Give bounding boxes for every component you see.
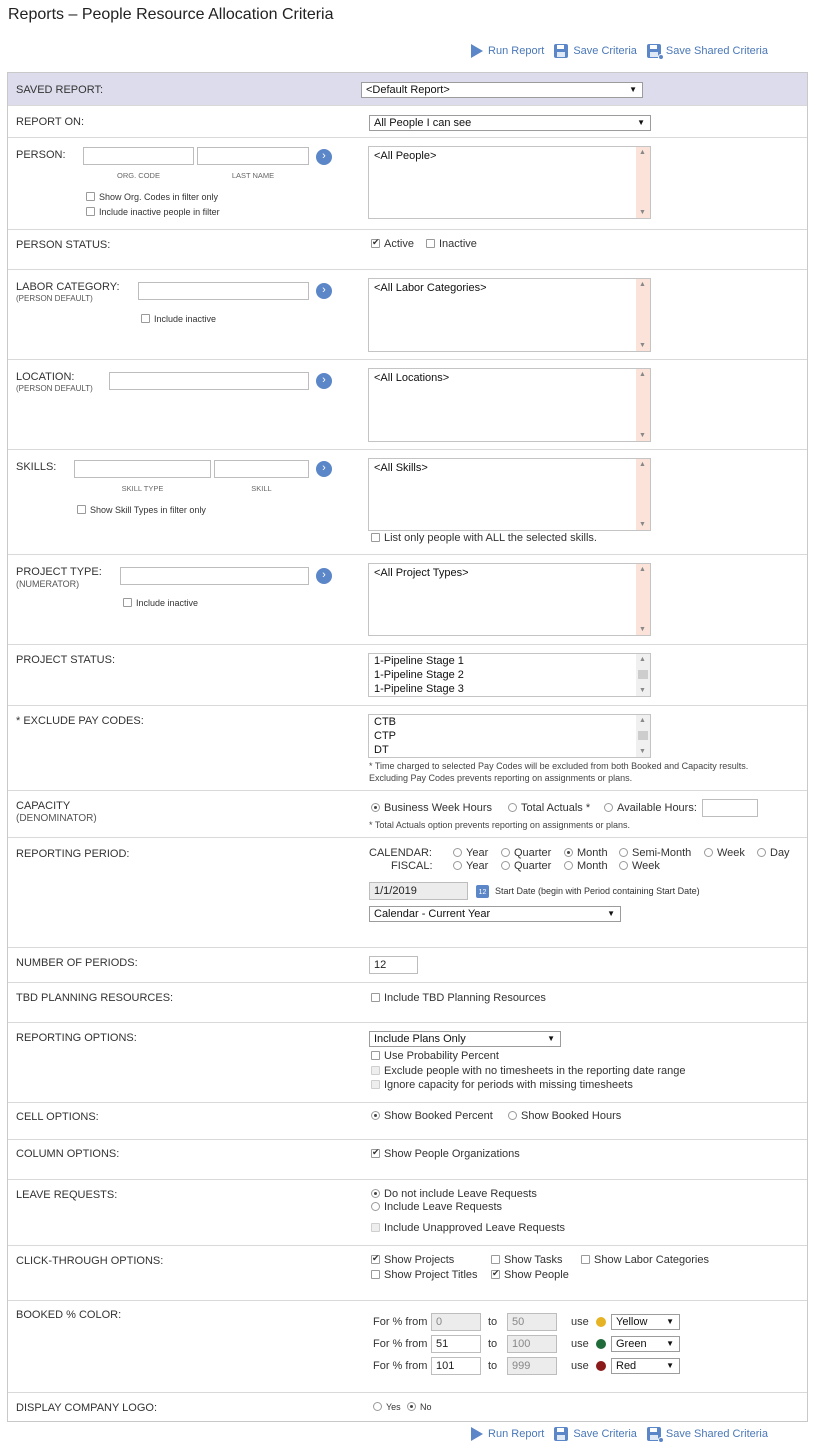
capacity-note: * Total Actuals option prevents reporting on assignments or plans. [369,820,630,830]
column-options-label: COLUMN OPTIONS: [16,1148,120,1160]
show-people-checkbox[interactable]: ✔ Show People [491,1269,569,1281]
exclude-pay-codes-row [8,706,807,791]
show-skill-types-checkbox[interactable]: Show Skill Types in filter only [77,505,206,515]
skills-label: SKILLS: [16,461,57,473]
do-not-include-leave-radio[interactable]: Do not include Leave Requests [371,1188,537,1200]
color-from-input [431,1313,481,1331]
exclude-no-timesheets-checkbox[interactable]: Exclude people with no timesheets in the reporting date range [371,1065,685,1077]
org-code-input[interactable] [83,147,194,165]
tbd-planning-row [8,983,807,1023]
fiscal-label: FISCAL: [391,860,433,872]
person-listbox[interactable]: <All People> ▲ ▼ [368,146,651,219]
skills-search-button[interactable]: › [316,461,332,477]
save-shared-criteria-button[interactable]: Save Shared Criteria [647,1427,768,1441]
saved-report-label: SAVED REPORT: [16,84,104,96]
start-date-input[interactable] [369,882,468,900]
color-to-input [507,1357,557,1375]
number-of-periods-label: NUMBER OF PERIODS: [16,957,138,969]
save-shared-criteria-button[interactable]: Save Shared Criteria [647,44,768,58]
booked-color-row [8,1301,807,1393]
save-shared-icon [647,1427,661,1441]
booked-color-label: BOOKED % COLOR: [16,1309,122,1321]
include-inactive-people-checkbox[interactable]: Include inactive people in filter [86,207,220,217]
play-icon [471,44,483,58]
color-to-input [507,1313,557,1331]
skill-type-caption: SKILL TYPE [121,484,164,493]
list-item[interactable]: DT [374,744,389,756]
top-toolbar [471,44,768,58]
labor-category-label: LABOR CATEGORY: (PERSON DEFAULT) [16,281,120,303]
person-search-button[interactable]: › [316,149,332,165]
show-project-titles-checkbox[interactable]: Show Project Titles [371,1269,478,1281]
period-preset-select[interactable]: Calendar - Current Year ▼ [369,906,621,922]
last-name-caption: LAST NAME [231,171,275,180]
all-skills-checkbox[interactable]: List only people with ALL the selected skills. [371,532,597,544]
location-input[interactable] [109,372,309,390]
calendar-icon[interactable]: 12 [476,885,489,898]
project-type-row [8,555,807,645]
project-status-row [8,645,807,706]
inactive-checkbox[interactable]: Inactive [426,238,477,250]
show-booked-percent-radio[interactable]: Show Booked Percent [371,1110,493,1122]
color-from-input[interactable] [431,1335,481,1353]
location-listbox[interactable]: <All Locations> ▲ ▼ [368,368,651,442]
list-item[interactable]: 1-Pipeline Stage 3 [374,683,464,695]
person-status-label: PERSON STATUS: [16,239,111,251]
color-to-input [507,1335,557,1353]
calendar-semi-month-radio[interactable]: Semi-Month [619,847,691,859]
for-from-label: For % from [373,1360,428,1372]
location-search-button[interactable]: › [316,373,332,389]
click-through-label: CLICK-THROUGH OPTIONS: [16,1255,164,1267]
dropdown-arrow-icon: ▼ [629,85,637,94]
reporting-period-label: REPORTING PERIOD: [16,848,130,860]
list-item[interactable]: CTP [374,730,396,742]
criteria-panel [7,72,808,1422]
pay-codes-listbox[interactable]: CTB CTP DT ▲ ▼ [368,714,651,758]
dropdown-arrow-icon: ▼ [637,118,645,127]
pay-codes-note: * Time charged to selected Pay Codes will be excluded from both Booked and Capacity results. Excluding Pay Codes prevents reporting on assignments or plans. [369,761,749,783]
calendar-week-radio[interactable]: Week [704,847,745,859]
save-criteria-button[interactable]: Save Criteria [554,1427,637,1441]
show-people-orgs-checkbox[interactable]: ✔ Show People Organizations [371,1148,520,1160]
run-report-button[interactable]: Run Report [471,44,544,58]
reporting-options-label: REPORTING OPTIONS: [16,1032,137,1044]
fiscal-week-radio[interactable]: Week [619,860,660,872]
last-name-input[interactable] [197,147,309,165]
fiscal-year-radio[interactable]: Year [453,860,488,872]
person-status-row [8,230,807,270]
location-row [8,360,807,450]
list-item[interactable]: 1-Pipeline Stage 1 [374,655,464,667]
save-icon [554,44,568,58]
active-checkbox[interactable]: ✔ Active [371,238,414,250]
save-criteria-button[interactable]: Save Criteria [554,44,637,58]
number-of-periods-row [8,948,807,983]
to-label: to [488,1338,498,1350]
capacity-label: CAPACITY (DENOMINATOR) [16,800,97,824]
available-hours-radio[interactable]: Available Hours: [604,802,697,814]
person-row [8,138,807,230]
saved-report-row [8,73,807,106]
project-type-include-inactive-checkbox[interactable]: Include inactive [123,598,198,608]
labor-category-listbox[interactable]: <All Labor Categories> ▲ ▼ [368,278,651,352]
calendar-day-radio[interactable]: Day [757,847,790,859]
run-report-button[interactable]: Run Report [471,1427,544,1441]
list-item[interactable]: <All Project Types> [374,567,469,579]
cell-options-row [8,1103,807,1140]
skills-row [8,450,807,555]
green-swatch [596,1339,606,1349]
save-icon [554,1427,568,1441]
labor-category-input[interactable] [138,282,309,300]
dropdown-arrow-icon: ▼ [547,1034,555,1043]
capacity-row [8,791,807,838]
project-type-search-button[interactable]: › [316,568,332,584]
company-logo-label: DISPLAY COMPANY LOGO: [16,1402,158,1414]
total-actuals-radio[interactable]: Total Actuals * [508,802,590,814]
skill-caption: SKILL [251,484,272,493]
show-labor-categories-checkbox[interactable]: Show Labor Categories [581,1254,709,1266]
labor-category-row [8,270,807,360]
show-org-codes-checkbox[interactable]: Show Org. Codes in filter only [86,192,218,202]
company-logo-row [8,1393,807,1423]
list-item[interactable]: <All Skills> [374,462,428,474]
list-item[interactable]: 1-Pipeline Stage 2 [374,669,464,681]
dropdown-arrow-icon: ▼ [607,909,615,918]
reporting-options-row [8,1023,807,1103]
person-label: PERSON: [16,149,66,161]
report-on-select[interactable]: All People I can see ▼ [369,115,651,131]
play-icon [471,1427,483,1441]
org-code-caption: ORG. CODE [117,171,160,180]
leave-requests-label: LEAVE REQUESTS: [16,1189,118,1201]
calendar-label: CALENDAR: [369,847,432,859]
number-of-periods-input[interactable] [369,956,418,974]
reporting-period-row [8,838,807,948]
color-select[interactable]: Red ▼ [611,1358,680,1374]
include-leave-radio[interactable]: Include Leave Requests [371,1201,502,1213]
use-probability-checkbox[interactable]: Use Probability Percent [371,1050,499,1062]
start-date-note: Start Date (begin with Period containing Start Date) [495,886,700,896]
column-options-row [8,1140,807,1180]
business-week-radio[interactable]: Business Week Hours [371,802,492,814]
project-type-label: PROJECT TYPE: (NUMERATOR) [16,566,102,589]
skill-type-input[interactable] [74,460,211,478]
list-item[interactable]: <All People> [374,150,437,162]
bottom-toolbar [471,1427,768,1441]
report-on-row [8,106,807,138]
for-from-label: For % from [373,1338,428,1350]
project-status-listbox[interactable]: 1-Pipeline Stage 1 1-Pipeline Stage 2 1-Pipeline Stage 3 ▲ ▼ [368,653,651,697]
cell-options-label: CELL OPTIONS: [16,1111,99,1123]
list-item[interactable]: <All Locations> [374,372,450,384]
color-from-input[interactable] [431,1357,481,1375]
page-title: Reports – People Resource Allocation Criteria [8,6,334,23]
red-swatch [596,1361,606,1371]
list-item[interactable]: CTB [374,716,396,728]
calendar-year-radio[interactable]: Year [453,847,488,859]
skill-input[interactable] [214,460,309,478]
project-type-input[interactable] [120,567,309,585]
labor-category-search-button[interactable]: › [316,283,332,299]
use-label: use [571,1338,589,1350]
ignore-capacity-checkbox[interactable]: Ignore capacity for periods with missing timesheets [371,1079,633,1091]
use-label: use [571,1360,589,1372]
fiscal-month-radio[interactable]: Month [564,860,608,872]
logo-yes-radio[interactable]: Yes [373,1402,401,1412]
show-projects-checkbox[interactable]: ✔ Show Projects [371,1254,454,1266]
color-select[interactable]: Green ▼ [611,1336,680,1352]
yellow-swatch [596,1317,606,1327]
list-item[interactable]: <All Labor Categories> [374,282,487,294]
to-label: to [488,1316,498,1328]
logo-no-radio[interactable]: No [407,1402,432,1412]
tbd-planning-label: TBD PLANNING RESOURCES: [16,992,174,1004]
fiscal-quarter-radio[interactable]: Quarter [501,860,551,872]
include-tbd-checkbox[interactable]: Include TBD Planning Resources [371,992,546,1004]
save-shared-icon [647,44,661,58]
labor-include-inactive-checkbox[interactable]: Include inactive [141,314,216,324]
click-through-row [8,1246,807,1301]
calendar-month-radio[interactable]: Month [564,847,608,859]
include-unapproved-leave-checkbox[interactable]: Include Unapproved Leave Requests [371,1222,565,1234]
use-label: use [571,1316,589,1328]
to-label: to [488,1360,498,1372]
leave-requests-row [8,1180,807,1246]
show-tasks-checkbox[interactable]: Show Tasks [491,1254,563,1266]
skills-listbox[interactable]: <All Skills> ▲ ▼ [368,458,651,531]
saved-report-select[interactable]: <Default Report> ▼ [361,82,643,98]
for-from-label: For % from [373,1316,428,1328]
project-status-label: PROJECT STATUS: [16,654,116,666]
color-select[interactable]: Yellow ▼ [611,1314,680,1330]
exclude-pay-codes-label: * EXCLUDE PAY CODES: [16,715,144,727]
reporting-options-select[interactable]: Include Plans Only ▼ [369,1031,561,1047]
location-label: LOCATION: (PERSON DEFAULT) [16,371,93,393]
calendar-quarter-radio[interactable]: Quarter [501,847,551,859]
show-booked-hours-radio[interactable]: Show Booked Hours [508,1110,621,1122]
report-on-label: REPORT ON: [16,116,85,128]
project-type-listbox[interactable]: <All Project Types> ▲ ▼ [368,563,651,636]
available-hours-input[interactable] [702,799,758,817]
